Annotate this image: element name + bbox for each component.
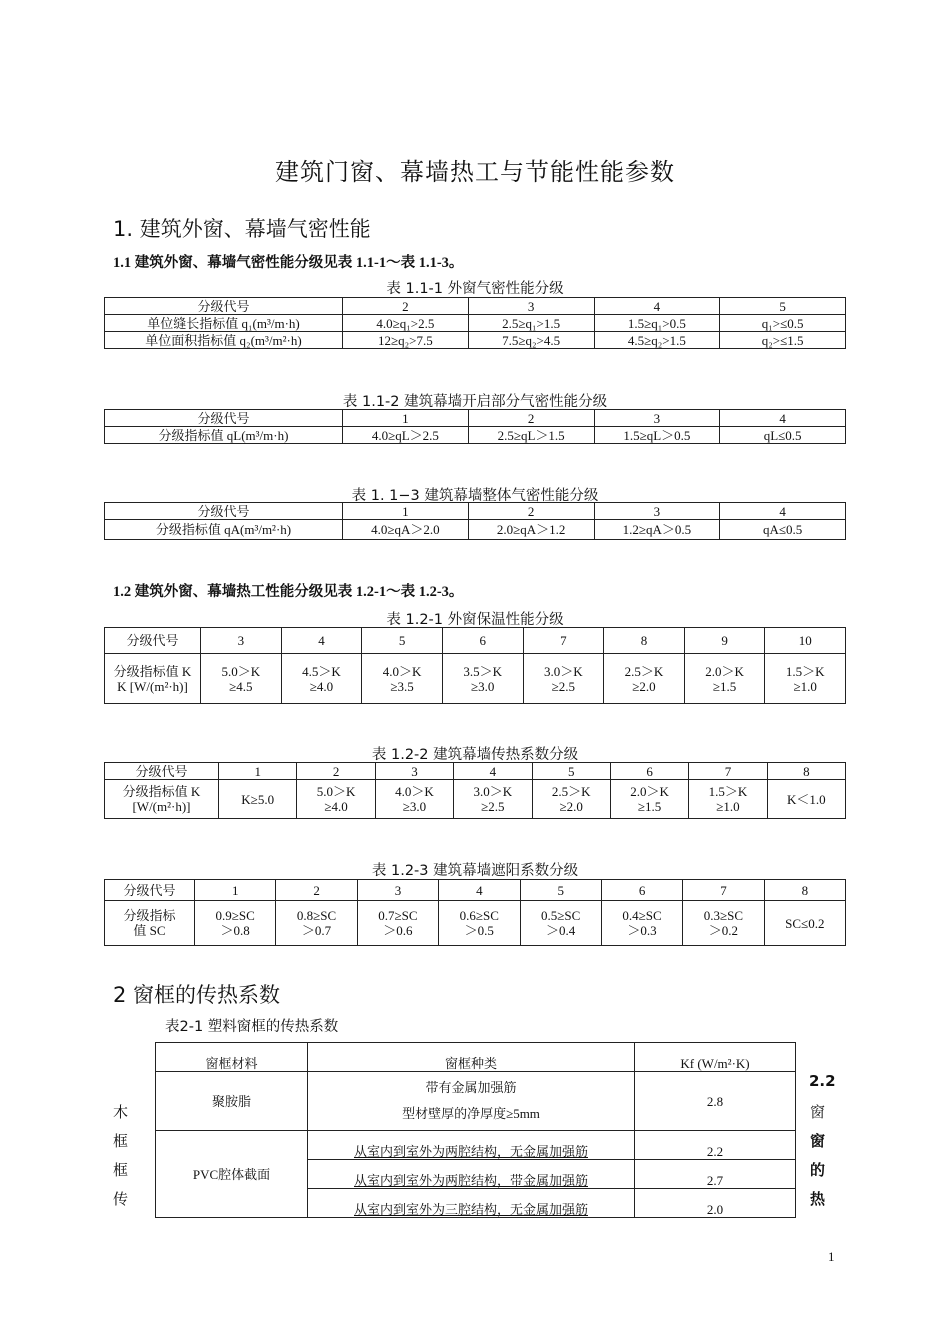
table-row (156, 1131, 796, 1160)
cell-line: [W/(m²·h)] (132, 799, 191, 814)
table-cell: 2 (468, 410, 594, 427)
table-cell: 5 (520, 880, 601, 901)
table-row (105, 315, 846, 332)
table-cell: q₁>≤0.5 (720, 315, 846, 332)
table-cell (523, 654, 604, 704)
table-cell (105, 654, 201, 704)
table-cell: 8 (764, 880, 845, 901)
table-cell: 1 (195, 880, 276, 901)
table-cell: 4 (720, 503, 846, 520)
table-cell (684, 654, 765, 704)
side-char: 的 (810, 1161, 826, 1179)
table-cell: 4 (454, 763, 532, 780)
cell-line: ＞0.6 (383, 923, 413, 938)
table-cell: 3 (594, 410, 720, 427)
cell-line: ≥3.5 (390, 678, 414, 694)
table-row (156, 1043, 796, 1072)
table-cell: 1 (343, 503, 469, 520)
cell-line: ≥1.5 (637, 799, 662, 814)
table-cell: K＜1.0 (767, 780, 845, 819)
table-cell: 5 (720, 298, 846, 315)
table-cell (362, 654, 443, 704)
table-1-1-1 (104, 297, 846, 349)
cell-text: 从室内到室外为两腔结构，无金属加强筋 (353, 1144, 588, 1159)
table-cell: 1.5≥qL＞0.5 (594, 427, 720, 444)
side-char: 2.2 (809, 1072, 836, 1090)
table-cell: 1.5≥q₁>0.5 (594, 315, 720, 332)
page-number: 1 (828, 1249, 835, 1264)
cell-line: ≥2.5 (551, 678, 575, 694)
table-cell: 1 (343, 410, 469, 427)
cell-line: 带有金属加强筋 (425, 1080, 517, 1095)
cell-line: ＞0.5 (464, 923, 494, 938)
table-cell: 2.0≥qA＞1.2 (468, 520, 594, 540)
cell-line: ＞0.8 (220, 923, 250, 938)
table-cell (195, 901, 276, 946)
cell-line: ≥4.0 (309, 678, 334, 694)
table-1-1-2-caption: 表 1.1-2 建筑幕墙开启部分气密性能分级 (342, 394, 608, 410)
subsection-1-2-heading: 1.2 建筑外窗、幕墙热工性能分级见表 1.2-1～表 1.2-3。 (113, 584, 464, 600)
cell-line: ＞0.3 (627, 923, 657, 938)
table-cell (765, 654, 846, 704)
table-cell: 3 (357, 880, 438, 901)
cell-line: ≥2.0 (632, 678, 656, 694)
cell-line: ＞0.2 (708, 923, 739, 938)
table-cell: K≥5.0 (219, 780, 297, 819)
table-cell (375, 780, 453, 819)
table-2-1 (155, 1042, 796, 1218)
table-cell: 3 (201, 628, 282, 654)
table-cell (683, 901, 764, 946)
cell-line: 分级指标值 K (113, 663, 192, 679)
cell-line: 3.5＞K (463, 663, 502, 679)
table-cell: 4.5≥q₂>1.5 (594, 332, 720, 349)
side-char: 传 (113, 1190, 129, 1208)
table-row (105, 628, 846, 654)
cell-line: 分级指标 (123, 908, 176, 923)
table-cell: 8 (767, 763, 845, 780)
table-cell: 4 (720, 410, 846, 427)
cell-line: ≥3.0 (470, 678, 495, 694)
table-row (105, 763, 846, 780)
table-cell: 2 (276, 880, 357, 901)
table-cell (610, 780, 688, 819)
table-cell: 7 (523, 628, 604, 654)
cell-line: 1.5＞K (785, 663, 825, 679)
table-1-1-1-caption: 表 1.1-1 外窗气密性能分级 (386, 281, 564, 297)
table-cell (105, 780, 219, 819)
table-1-2-2-caption: 表 1.2-2 建筑幕墙传热系数分级 (371, 747, 579, 763)
table-cell: q₂>≤1.5 (720, 332, 846, 349)
table-cell (308, 1160, 635, 1189)
table-row (105, 332, 846, 349)
table-cell: 2.5≥q₁>1.5 (468, 315, 594, 332)
table-cell: 4.0≥qA＞2.0 (343, 520, 469, 540)
table-cell (442, 654, 523, 704)
table-cell: Kf (W/m²·K) (635, 1043, 796, 1072)
table-cell (689, 780, 767, 819)
table-cell: 4.0≥qL＞2.5 (343, 427, 469, 444)
table-1-2-1 (104, 627, 846, 704)
cell-line: ≥4.5 (229, 678, 253, 694)
table-cell: 2 (468, 503, 594, 520)
table-cell: 7 (683, 880, 764, 901)
table-cell (281, 654, 362, 704)
table-cell (357, 901, 438, 946)
table-row (105, 780, 846, 819)
cell-line: K [W/(m²·h)] (117, 678, 188, 694)
table-row (105, 410, 846, 427)
table-cell (308, 1131, 635, 1160)
table-1-2-3 (104, 879, 846, 946)
table-2-1-caption: 表2-1 塑料窗框的传热系数 (165, 1019, 339, 1035)
table-cell (520, 901, 601, 946)
side-char: 框 (113, 1132, 129, 1150)
cell-line: ≥1.0 (716, 799, 740, 814)
table-cell: PVC腔体截面 (156, 1131, 308, 1218)
table-cell: 1.2≥qA＞0.5 (594, 520, 720, 540)
side-char: 窗 (810, 1132, 826, 1150)
cell-line: 4.5＞K (302, 663, 341, 679)
section-2-heading: 2 窗框的传热系数 (113, 983, 281, 1007)
table-row (105, 427, 846, 444)
table-cell (308, 1072, 635, 1131)
table-cell: 窗框材料 (156, 1043, 308, 1072)
table-cell: 分级代号 (105, 298, 343, 315)
table-row (156, 1072, 796, 1131)
table-cell: 分级指标值 qL(m³/m·h) (105, 427, 343, 444)
cell-line: ≥2.0 (559, 799, 583, 814)
cell-line: ≥2.5 (481, 799, 505, 814)
table-cell: 分级代号 (105, 763, 219, 780)
table-cell: 6 (442, 628, 523, 654)
cell-line: ≥4.0 (324, 799, 348, 814)
table-cell: 8 (604, 628, 685, 654)
cell-line: ＞0.4 (546, 923, 576, 938)
table-cell (601, 901, 682, 946)
table-cell: 5 (362, 628, 443, 654)
cell-line: 5.0＞K (221, 663, 261, 679)
cell-line: 2.0＞K (630, 784, 669, 799)
table-cell: 单位面积指标值 q₂(m³/m²·h) (105, 332, 343, 349)
table-cell: qL≤0.5 (720, 427, 846, 444)
table-cell: 2.2 (635, 1131, 796, 1160)
cell-line: ＞0.7 (301, 923, 332, 938)
cell-line: ≥1.0 (793, 678, 817, 694)
table-1-2-1-caption: 表 1.2-1 外窗保温性能分级 (386, 612, 564, 628)
cell-line: 1.5＞K (708, 784, 748, 799)
table-cell: 2.5≥qL＞1.5 (468, 427, 594, 444)
cell-line: 2.0＞K (705, 663, 744, 679)
table-cell: 分级代号 (105, 628, 201, 654)
table-cell: 5 (532, 763, 610, 780)
cell-line: ≥3.0 (402, 799, 427, 814)
table-cell: 4 (281, 628, 362, 654)
cell-line: 0.9≥SC (215, 908, 255, 923)
table-row (105, 880, 846, 901)
table-cell (105, 901, 195, 946)
table-cell: 分级代号 (105, 880, 195, 901)
cell-line: 0.5≥SC (541, 908, 581, 923)
table-cell: 3 (375, 763, 453, 780)
table-cell: 1 (219, 763, 297, 780)
section-1-heading: 1. 建筑外窗、幕墙气密性能 (113, 217, 371, 241)
table-cell: 2.8 (635, 1072, 796, 1131)
table-row (105, 654, 846, 704)
cell-line: 0.3≥SC (703, 908, 744, 923)
side-char: 窗 (810, 1103, 826, 1121)
table-cell: 分级代号 (105, 410, 343, 427)
cell-line: 4.0＞K (395, 784, 434, 799)
table-cell: SC≤0.2 (764, 901, 845, 946)
table-cell: 2.0 (635, 1189, 796, 1218)
cell-line: 值 SC (133, 923, 166, 938)
cell-line: 2.5＞K (624, 663, 664, 679)
table-row (105, 503, 846, 520)
cell-line: 0.4≥SC (622, 908, 662, 923)
document-title: 建筑门窗、幕墙热工与节能性能参数 (275, 158, 675, 186)
table-cell: 9 (684, 628, 765, 654)
cell-line: 2.5＞K (551, 784, 591, 799)
table-cell: 7.5≥q₂>4.5 (468, 332, 594, 349)
table-1-2-3-caption: 表 1.2-3 建筑幕墙遮阳系数分级 (371, 863, 579, 879)
table-cell: 2.7 (635, 1160, 796, 1189)
table-cell: 4 (594, 298, 720, 315)
table-cell: 分级代号 (105, 503, 343, 520)
table-cell: 2 (343, 298, 469, 315)
table-cell: 4.0≥q₁>2.5 (343, 315, 469, 332)
table-row (105, 298, 846, 315)
cell-line: 5.0＞K (316, 784, 356, 799)
cell-line: 分级指标值 K (122, 784, 201, 799)
cell-line: 3.0＞K (543, 663, 583, 679)
table-cell: 12≥q₂>7.5 (343, 332, 469, 349)
cell-line: ≥1.5 (712, 678, 737, 694)
table-1-1-3 (104, 502, 846, 540)
cell-text: 从室内到室外为三腔结构，无金属加强筋 (353, 1202, 588, 1217)
table-cell (201, 654, 282, 704)
table-cell: 2 (297, 763, 375, 780)
table-cell: 6 (610, 763, 688, 780)
table-cell (532, 780, 610, 819)
table-cell (276, 901, 357, 946)
cell-line: 0.7≥SC (378, 908, 418, 923)
table-row (105, 520, 846, 540)
table-cell (308, 1189, 635, 1218)
table-cell: 单位缝长指标值 q₁(m³/m·h) (105, 315, 343, 332)
table-row (105, 901, 846, 946)
table-cell: 分级指标值 qA(m³/m²·h) (105, 520, 343, 540)
cell-line: 0.8≥SC (296, 908, 337, 923)
subsection-1-1-heading: 1.1 建筑外窗、幕墙气密性能分级见表 1.1-1～表 1.1-3。 (113, 255, 464, 271)
table-cell: 10 (765, 628, 846, 654)
table-cell (297, 780, 375, 819)
side-char: 框 (113, 1161, 129, 1179)
table-1-2-2 (104, 762, 846, 819)
table-cell: 7 (689, 763, 767, 780)
cell-line: 3.0＞K (473, 784, 513, 799)
table-cell: 聚胺脂 (156, 1072, 308, 1131)
cell-line: 4.0＞K (382, 663, 422, 679)
table-cell: 4 (439, 880, 520, 901)
table-cell: qA≤0.5 (720, 520, 846, 540)
table-cell (454, 780, 532, 819)
table-cell: 3 (594, 503, 720, 520)
table-1-1-3-caption: 表 1. 1−3 建筑幕墙整体气密性能分级 (351, 488, 599, 504)
cell-line: 0.6≥SC (459, 908, 499, 923)
side-char: 热 (810, 1190, 826, 1208)
side-char: 木 (113, 1103, 129, 1121)
table-cell: 6 (601, 880, 682, 901)
cell-text: 从室内到室外为两腔结构，带金属加强筋 (353, 1173, 588, 1188)
table-cell: 3 (468, 298, 594, 315)
table-cell (604, 654, 685, 704)
table-1-1-2 (104, 409, 846, 444)
table-cell: 窗框种类 (308, 1043, 635, 1072)
table-cell (439, 901, 520, 946)
cell-line: 型材壁厚的净厚度≥5mm (402, 1106, 540, 1121)
